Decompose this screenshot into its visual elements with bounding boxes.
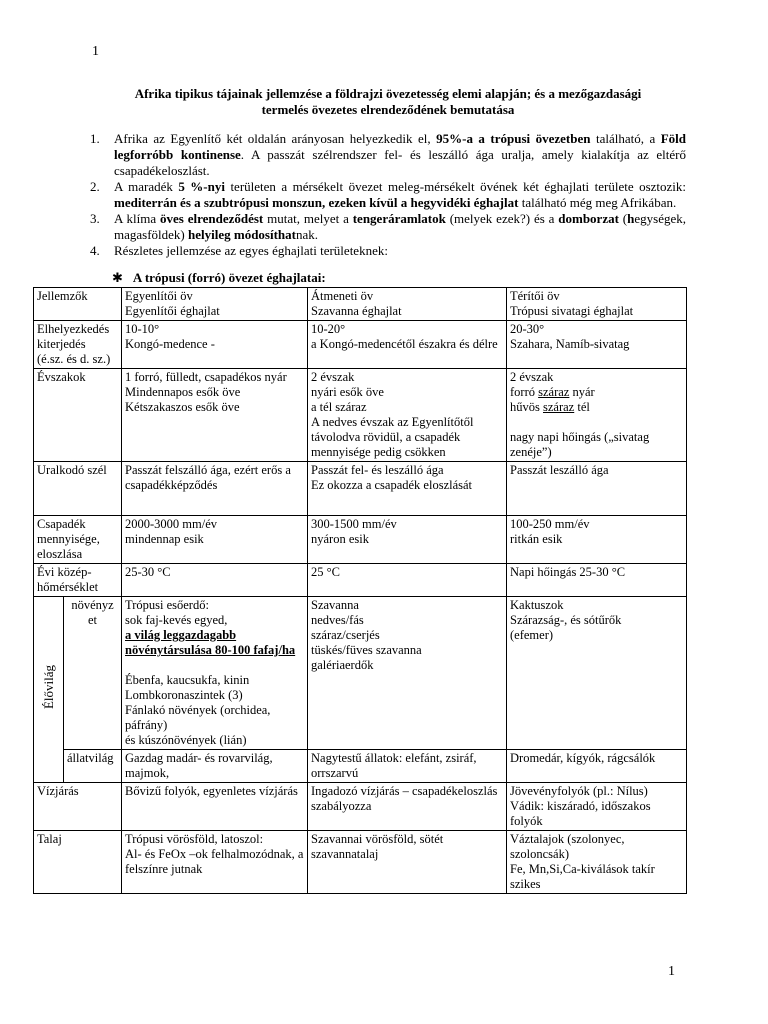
- row-label: [34, 516, 122, 564]
- table-cell: [308, 369, 507, 462]
- row-label: Talaj: [34, 831, 122, 894]
- cell-line: Átmeneti öv: [311, 289, 374, 303]
- cell-line: Térítői öv: [510, 289, 560, 303]
- cell-line: Szavanna: [311, 598, 359, 612]
- cell-line: Trópusi esőerdő:: [125, 598, 209, 612]
- cell-line: Passzát fel- és leszálló ága: [311, 463, 444, 477]
- table-cell: 25 °C: [308, 564, 507, 597]
- cell-line: kiterjedés: [37, 337, 86, 351]
- section-heading: [112, 270, 326, 286]
- table-cell: Gazdag madár- és rovarvilág, majmok,: [122, 750, 308, 783]
- emphasis: Föld legforróbb kontinense: [114, 131, 687, 162]
- cell-line: 1 forró, fülledt, csapadékos nyár: [125, 370, 287, 384]
- cell-line: et: [87, 613, 98, 627]
- emphasis: öves elrendeződést: [160, 211, 264, 226]
- cell-line: nagy napi hőingás („sivatag zenéje”): [510, 430, 650, 459]
- table-cell: [507, 831, 687, 894]
- cell-line: Szahara, Namíb-sivatag: [510, 337, 630, 351]
- emphasis: mediterrán és a szubtrópusi monszun, ezeken kívül a hegyvidéki éghajlat: [114, 195, 519, 210]
- cell-line: 100-250 mm/év: [510, 517, 590, 531]
- title-line-1: Afrika tipikus tájainak jellemzése a földrajzi övezetesség elemi alapján; és a mezőgazdasági: [134, 86, 642, 101]
- header-cell: [507, 288, 687, 321]
- table-cell: Napi hőingás 25-30 °C: [507, 564, 687, 597]
- row-label: Uralkodó szél: [34, 462, 122, 516]
- row-label: [34, 321, 122, 369]
- table-row: [34, 321, 687, 369]
- cell-line: ritkán esik: [510, 532, 563, 546]
- cell-line: a tél száraz: [311, 400, 367, 414]
- cell-line: 300-1500 mm/év: [311, 517, 397, 531]
- page-number-bottom: 1: [668, 964, 675, 979]
- text: Afrika az Egyenlítő két oldalán arányosan helyezkedik el,: [114, 131, 437, 146]
- table-cell: [308, 462, 507, 516]
- table-header-row: [34, 288, 687, 321]
- climate-table: [33, 287, 687, 894]
- cell-line: Al- és FeOx –ok felhalmozódnak, a felszínre jutnak: [125, 847, 304, 876]
- cell-line: Csapadék: [37, 517, 86, 531]
- intro-item-3: [82, 211, 686, 243]
- intro-list: [82, 131, 686, 259]
- cell-line: hőmérséklet: [37, 580, 99, 594]
- cell-line: a Kongó-medencétől északra és délre: [311, 337, 498, 351]
- cell-line: Váztalajok (szolonyec, szoloncsák): [510, 832, 625, 861]
- cell-line: eloszlása: [37, 547, 83, 561]
- table-cell: 25-30 °C: [122, 564, 308, 597]
- section-heading-text: A trópusi (forró) övezet éghajlatai:: [132, 270, 326, 285]
- table-cell: Bővizű folyók, egyenletes vízjárás: [122, 783, 308, 831]
- table-cell: [308, 597, 507, 750]
- cell-line: Jövevényfolyók (pl.: Nílus): [510, 784, 648, 798]
- cell-line: Évi közép-: [37, 565, 92, 579]
- text: (: [618, 211, 628, 226]
- text: mutat, melyet a: [263, 211, 353, 226]
- intro-item-4: [82, 243, 686, 259]
- cell-line: száraz/cserjés: [311, 628, 380, 642]
- cell-line: Ébenfa, kaucsukfa, kinin: [125, 673, 250, 687]
- table-row: [34, 783, 687, 831]
- cell-line: Szárazság-, és sótűrők: [510, 613, 622, 627]
- emphasis: 5 %-nyi: [178, 179, 225, 194]
- emphasis: h: [627, 211, 635, 226]
- table-row: [34, 597, 687, 750]
- table-cell: [308, 516, 507, 564]
- table-cell: [507, 321, 687, 369]
- text: nak.: [296, 227, 319, 242]
- cell-line: mennyisége,: [37, 532, 100, 546]
- document-title: [92, 86, 684, 118]
- cell-line: Elhelyezkedés: [37, 322, 110, 336]
- table-cell: [122, 831, 308, 894]
- cell-line: (efemer): [510, 628, 554, 642]
- text: tél: [574, 400, 590, 414]
- elovilag-label-cell: [34, 597, 64, 783]
- page-number-top: 1: [92, 44, 99, 59]
- cell-line: nyári esők öve: [311, 385, 384, 399]
- table-cell: [122, 321, 308, 369]
- table-cell: [122, 516, 308, 564]
- list-number: 3.: [90, 211, 100, 226]
- header-cell: [122, 288, 308, 321]
- table-row: [34, 462, 687, 516]
- cell-line: mindennap esik: [125, 532, 204, 546]
- cell-line: (é.sz. és d. sz.): [37, 352, 111, 366]
- cell-line: Lombkoronaszintek (3): [125, 688, 243, 702]
- cell-line: Trópusi sivatagi éghajlat: [510, 304, 634, 318]
- cell-line: [510, 400, 683, 415]
- row-label: Évszakok: [34, 369, 122, 462]
- list-number: 4.: [90, 243, 100, 258]
- cell-line: sok faj-kevés egyed,: [125, 613, 228, 627]
- table-cell: Passzát leszálló ága: [507, 462, 687, 516]
- cell-line: 20-30°: [510, 322, 545, 336]
- table-row: [34, 831, 687, 894]
- table-cell: Nagytestű állatok: elefánt, zsiráf, orrszarvú: [308, 750, 507, 783]
- text: A klíma: [114, 211, 160, 226]
- cell-line: 10-20°: [311, 322, 346, 336]
- text: Részletes jellemzése az egyes éghajlati területeknek:: [114, 243, 388, 258]
- list-number: 1.: [90, 131, 100, 146]
- header-cell: [308, 288, 507, 321]
- cell-line: galériaerdők: [311, 658, 374, 672]
- text: A maradék: [114, 179, 179, 194]
- cell-line: Fánlakó növények (orchidea, páfrány): [125, 703, 271, 732]
- table-row: [34, 516, 687, 564]
- underlined-text: száraz: [538, 385, 570, 399]
- table-cell: Passzát felszálló ága, ezért erős a csapadékképződés: [122, 462, 308, 516]
- row-label: [34, 564, 122, 597]
- cell-line: növényz: [71, 598, 114, 612]
- text: nyár: [569, 385, 595, 399]
- table-cell: Dromedár, kígyók, rágcsálók: [507, 750, 687, 783]
- intro-item-1: [82, 131, 686, 179]
- title-line-2: termelés övezetes elrendeződének bemutatása: [261, 102, 515, 117]
- highlight-text: a világ leggazdagabb növénytársulása 80-100 fafaj/ha: [125, 628, 296, 657]
- cell-line: 2000-3000 mm/év: [125, 517, 218, 531]
- text: (melyek ezek?) és a: [445, 211, 559, 226]
- emphasis: helyileg módosíthat: [188, 227, 296, 242]
- cell-line: Egyenlítői öv: [125, 289, 193, 303]
- table-cell: [308, 321, 507, 369]
- cell-line: Trópusi vörösföld, latoszol:: [125, 832, 264, 846]
- cell-line: nyáron esik: [311, 532, 369, 546]
- cell-line: nedves/fás: [311, 613, 364, 627]
- cell-line: Ez okozza a csapadék eloszlását: [311, 478, 473, 492]
- cell-line: Mindennapos esők öve: [125, 385, 241, 399]
- row-label: Vízjárás: [34, 783, 122, 831]
- row-sublabel: [64, 597, 122, 750]
- emphasis: domborzat: [558, 211, 619, 226]
- table-cell: [507, 369, 687, 462]
- table-cell: Szavannai vörösföld, sötét szavannatalaj: [308, 831, 507, 894]
- cell-line: tüskés/füves szavanna: [311, 643, 422, 657]
- table-cell: [507, 783, 687, 831]
- cell-line: Kaktuszok: [510, 598, 564, 612]
- text: . A passzát szélrendszer fel- és leszálló ága uralja, amely kialakítja az eltérő csapadékeloszlást.: [114, 147, 686, 178]
- table-row: [34, 369, 687, 462]
- cell-line: Kongó-medence -: [125, 337, 215, 351]
- cell-line: [510, 385, 683, 400]
- cell-line: A nedves évszak az Egyenlítőtől távolodva rövidül, a csapadék mennyisége pedig csökken: [311, 415, 474, 459]
- table-cell: [507, 597, 687, 750]
- table-cell: [122, 597, 308, 750]
- emphasis: tengeráramlatok: [352, 211, 446, 226]
- cell-line: 2 évszak: [510, 370, 554, 384]
- table-cell: [122, 369, 308, 462]
- cell-line: Szavanna éghajlat: [311, 304, 402, 318]
- cell-line: 10-10°: [125, 322, 160, 336]
- cell-line: Vádik: kiszáradó, időszakos folyók: [510, 799, 651, 828]
- row-sublabel: állatvilág: [64, 750, 122, 783]
- text: található még meg Afrikában.: [518, 195, 677, 210]
- star-bullet-icon: ✱: [112, 270, 123, 285]
- cell-line: 2 évszak: [311, 370, 355, 384]
- cell-line: és kúszónövények (lián): [125, 733, 247, 747]
- cell-line: szikes: [510, 877, 541, 891]
- table-cell: [507, 516, 687, 564]
- underlined-text: száraz: [543, 400, 575, 414]
- table-cell: Ingadozó vízjárás – csapadékeloszlás szabályozza: [308, 783, 507, 831]
- cell-line: Kétszakaszos esők öve: [125, 400, 240, 414]
- emphasis: 95%-a a trópusi övezetben: [436, 131, 591, 146]
- text: forró: [510, 385, 539, 399]
- list-number: 2.: [90, 179, 100, 194]
- table-row: [34, 750, 687, 783]
- table-row: [34, 564, 687, 597]
- cell-line: Egyenlítői éghajlat: [125, 304, 220, 318]
- text: hűvös: [510, 400, 543, 414]
- text: található, a: [590, 131, 661, 146]
- header-cell: Jellemzők: [34, 288, 122, 321]
- elovilag-label: Élővilág: [41, 665, 56, 710]
- text: egységek, magasföldek): [114, 211, 686, 242]
- cell-line: Fe, Mn,Si,Ca-kiválások takír: [510, 862, 655, 876]
- text: területen a mérsékelt övezet meleg-mérsékelt övének két éghajlati területe osztozik:: [224, 179, 687, 194]
- intro-item-2: [82, 179, 686, 211]
